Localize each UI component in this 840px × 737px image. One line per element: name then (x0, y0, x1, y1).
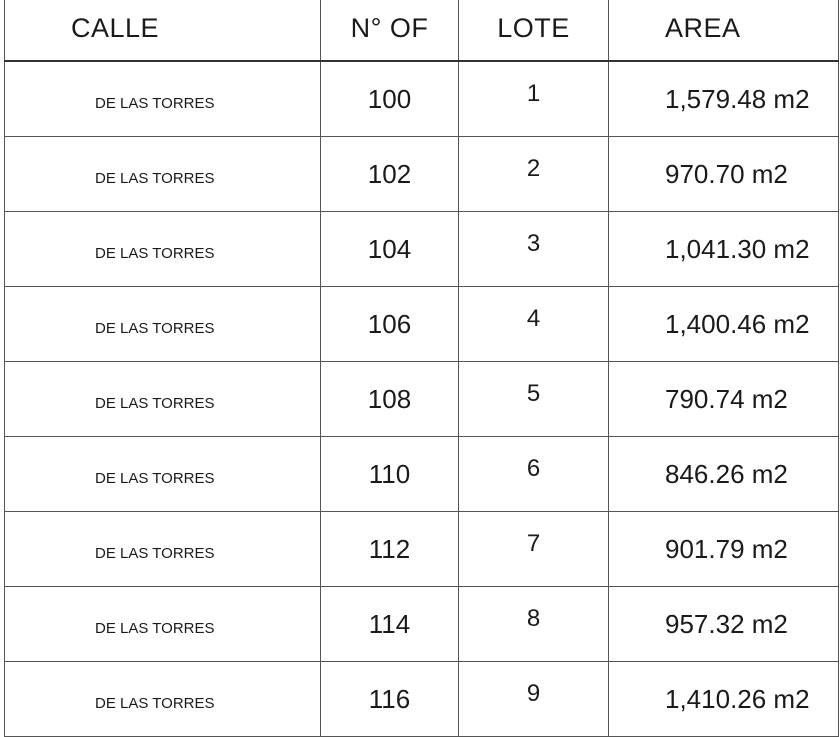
area-cell: 1,579.48 m2 (609, 61, 839, 137)
header-numero-oficial: N° OF (321, 0, 459, 61)
header-area: AREA (609, 0, 839, 61)
area-cell: 901.79 m2 (609, 512, 839, 587)
table-row (5, 362, 839, 437)
area-cell: 1,400.46 m2 (609, 287, 839, 362)
table-row (5, 287, 839, 362)
calle-cell: DE LAS TORRES (5, 362, 321, 437)
calle-cell: DE LAS TORRES (5, 437, 321, 512)
calle-cell: DE LAS TORRES (5, 212, 321, 287)
numero-oficial-cell: 102 (321, 137, 459, 212)
area-cell: 1,041.30 m2 (609, 212, 839, 287)
lote-cell: 9 (459, 662, 609, 737)
calle-cell: DE LAS TORRES (5, 61, 321, 137)
calle-cell: DE LAS TORRES (5, 662, 321, 737)
area-cell: 970.70 m2 (609, 137, 839, 212)
calle-cell: DE LAS TORRES (5, 512, 321, 587)
table-row (5, 212, 839, 287)
numero-oficial-cell: 110 (321, 437, 459, 512)
numero-oficial-cell: 114 (321, 587, 459, 662)
lote-cell: 4 (459, 287, 609, 362)
header-lote: LOTE (459, 0, 609, 61)
numero-oficial-cell: 106 (321, 287, 459, 362)
area-cell: 790.74 m2 (609, 362, 839, 437)
table-row (5, 512, 839, 587)
table-body (5, 61, 839, 737)
lote-cell: 7 (459, 512, 609, 587)
table-row (5, 587, 839, 662)
header-row (5, 0, 839, 61)
table-header (5, 0, 839, 61)
lote-cell: 8 (459, 587, 609, 662)
numero-oficial-cell: 112 (321, 512, 459, 587)
header-calle: CALLE (5, 0, 321, 61)
area-cell: 957.32 m2 (609, 587, 839, 662)
table-row (5, 662, 839, 737)
lote-cell: 3 (459, 212, 609, 287)
lote-cell: 2 (459, 137, 609, 212)
calle-cell: DE LAS TORRES (5, 287, 321, 362)
calle-cell: DE LAS TORRES (5, 587, 321, 662)
area-cell: 846.26 m2 (609, 437, 839, 512)
numero-oficial-cell: 100 (321, 61, 459, 137)
lote-cell: 5 (459, 362, 609, 437)
table-row (5, 61, 839, 137)
numero-oficial-cell: 104 (321, 212, 459, 287)
area-cell: 1,410.26 m2 (609, 662, 839, 737)
calle-cell: DE LAS TORRES (5, 137, 321, 212)
table-row (5, 137, 839, 212)
numero-oficial-cell: 116 (321, 662, 459, 737)
lots-table (4, 0, 839, 737)
table-row (5, 437, 839, 512)
numero-oficial-cell: 108 (321, 362, 459, 437)
lote-cell: 1 (459, 61, 609, 137)
lote-cell: 6 (459, 437, 609, 512)
